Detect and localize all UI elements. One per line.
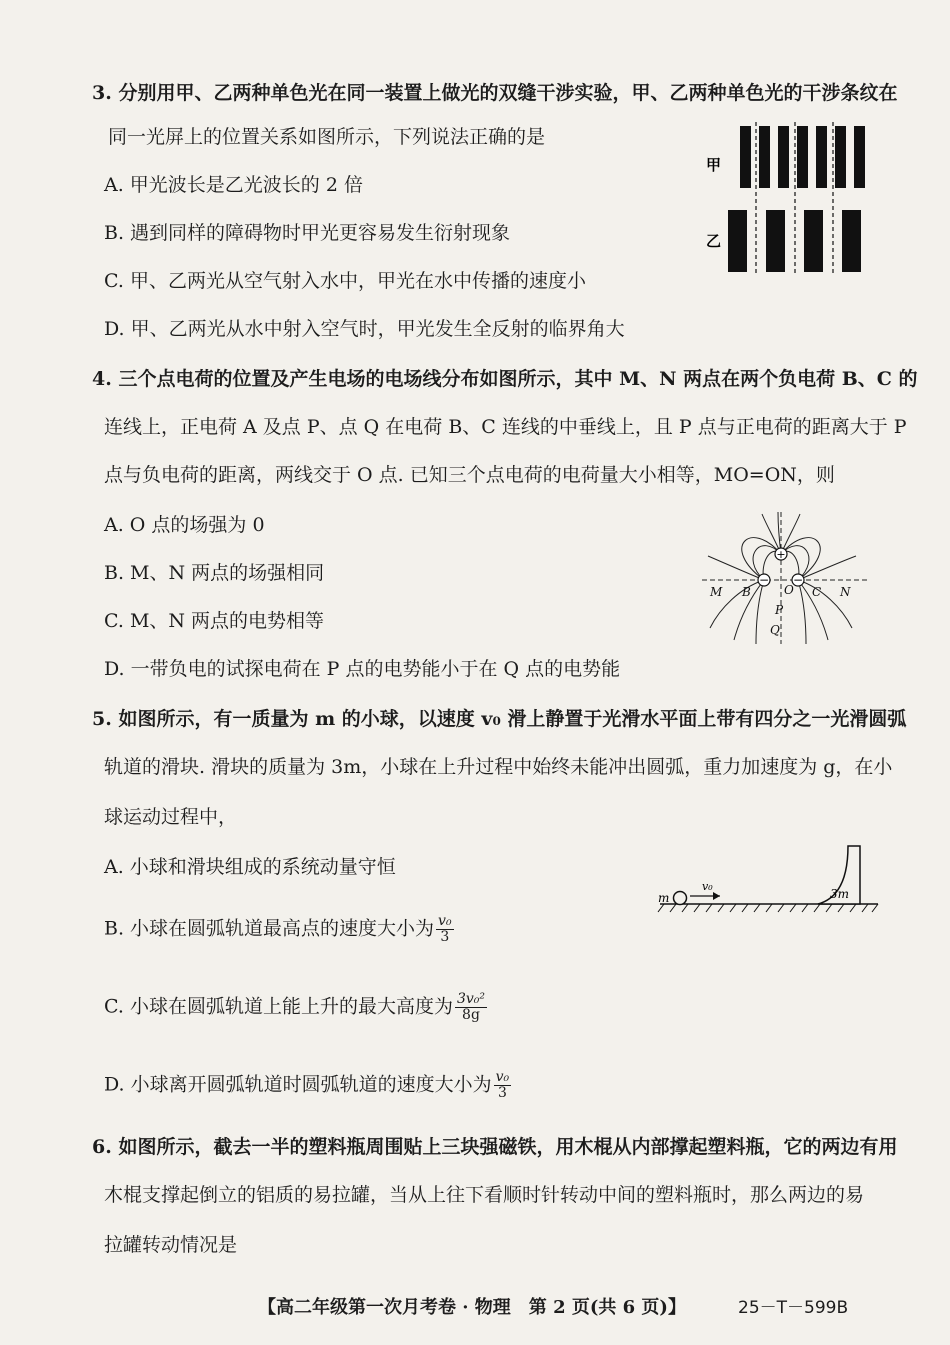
q5-option-d-text: D. 小球离开圆弧轨道时圆弧轨道的速度大小为 bbox=[104, 1073, 492, 1096]
q5-option-d bbox=[104, 1070, 511, 1101]
svg-text:+: + bbox=[776, 548, 786, 561]
q4-option-a: A. O 点的场强为 0 bbox=[104, 514, 265, 536]
q6-stem-line2: 木棍支撑起倒立的铝质的易拉罐，当从上往下看顺时针转动中间的塑料瓶时，那么两边的易 bbox=[104, 1184, 865, 1206]
q5-option-c-text: C. 小球在圆弧轨道上能上升的最大高度为 bbox=[104, 995, 453, 1018]
q3-label-jia: 甲 bbox=[706, 156, 722, 174]
q4-option-c: C. M、N 两点的电势相等 bbox=[104, 610, 325, 632]
q3-fringe-figure bbox=[700, 120, 890, 280]
q5-option-a: A. 小球和滑块组成的系统动量守恒 bbox=[104, 856, 396, 878]
footer-title: 【高二年级第一次月考卷 · 物理 第 2 页(共 6 页)】 bbox=[258, 1297, 686, 1318]
q3-option-a: A. 甲光波长是乙光波长的 2 倍 bbox=[104, 174, 363, 196]
q5-stem-line1: 5. 如图所示，有一质量为 m 的小球，以速度 v₀ 滑上静置于光滑水平面上带有四分之一光滑圆弧 bbox=[92, 708, 907, 730]
q5-option-b bbox=[104, 914, 454, 945]
q5-stem-line3: 球运动过程中， bbox=[104, 806, 238, 828]
footer-code: 25－T－599B bbox=[738, 1298, 849, 1318]
q4-label-c: C bbox=[812, 585, 822, 599]
q3-option-b: B. 遇到同样的障碍物时甲光更容易发生衍射现象 bbox=[104, 222, 511, 244]
q4-label-m: M bbox=[710, 585, 723, 599]
q6-stem-line1: 6. 如图所示，截去一半的塑料瓶周围贴上三块强磁铁，用木棍从内部撑起塑料瓶，它的两边有用 bbox=[92, 1136, 898, 1158]
svg-text:−: − bbox=[758, 573, 770, 587]
q5-ball bbox=[674, 892, 687, 905]
q5-option-c bbox=[104, 992, 487, 1023]
q5-ball-label: m bbox=[658, 891, 670, 905]
q4-label-q: Q bbox=[770, 623, 780, 637]
q4-stem-line2: 连线上，正电荷 A 及点 P、点 Q 在电荷 B、C 连线的中垂线上，且 P 点与正电荷的距离大于 P bbox=[104, 416, 907, 438]
q6-stem-line3: 拉罐转动情况是 bbox=[104, 1234, 238, 1256]
q4-stem-line3: 点与负电荷的距离，两线交于 O 点. 已知三个点电荷的电荷量大小相等，MO=ON，则 bbox=[104, 464, 835, 486]
svg-text:−: − bbox=[792, 573, 804, 587]
q4-stem-line1: 4. 三个点电荷的位置及产生电场的电场线分布如图所示，其中 M、N 两点在两个负电荷 B、C 的 bbox=[92, 368, 918, 390]
q3-stem-line1: 3. 分别用甲、乙两种单色光在同一装置上做光的双缝干涉实验，甲、乙两种单色光的干涉条纹在 bbox=[92, 82, 898, 104]
q4-label-o: O bbox=[784, 583, 794, 597]
q5-option-b-text: B. 小球在圆弧轨道最高点的速度大小为 bbox=[104, 917, 435, 940]
q4-field-line-figure bbox=[700, 508, 870, 648]
q4-label-b: B bbox=[742, 585, 751, 599]
q4-label-n: N bbox=[840, 585, 851, 599]
q5-ground-hatch bbox=[658, 904, 878, 912]
q4-option-b: B. M、N 两点的场强相同 bbox=[104, 562, 325, 584]
q5-stem-line2: 轨道的滑块. 滑块的质量为 3m，小球在上升过程中始终未能冲出圆弧，重力加速度为 g，在小 bbox=[104, 756, 893, 778]
q5-option-d-fraction: $\frac{\text{v₀}}{3}$ bbox=[495, 1069, 510, 1101]
q3-stem-line2: 同一光屏上的位置关系如图所示，下列说法正确的是 bbox=[108, 126, 546, 148]
q5-slider-figure bbox=[652, 836, 882, 916]
q3-fringes-jia bbox=[740, 126, 865, 188]
q5-option-b-fraction: $\frac{\text{v₀}}{3}$ bbox=[438, 913, 452, 945]
q5-velocity-label: v₀ bbox=[702, 880, 713, 893]
q4-option-d: D. 一带负电的试探电荷在 P 点的电势能小于在 Q 点的电势能 bbox=[104, 658, 621, 680]
q3-label-yi: 乙 bbox=[706, 232, 722, 250]
q3-option-c: C. 甲、乙两光从空气射入水中，甲光在水中传播的速度小 bbox=[104, 270, 586, 292]
q5-option-c-fraction: $\frac{\text{3v₀²}}{8g}$ bbox=[456, 991, 485, 1023]
q5-block-label: 3m bbox=[830, 887, 850, 901]
q4-label-p: P bbox=[775, 603, 784, 617]
q3-option-d: D. 甲、乙两光从水中射入空气时，甲光发生全反射的临界角大 bbox=[104, 318, 625, 340]
